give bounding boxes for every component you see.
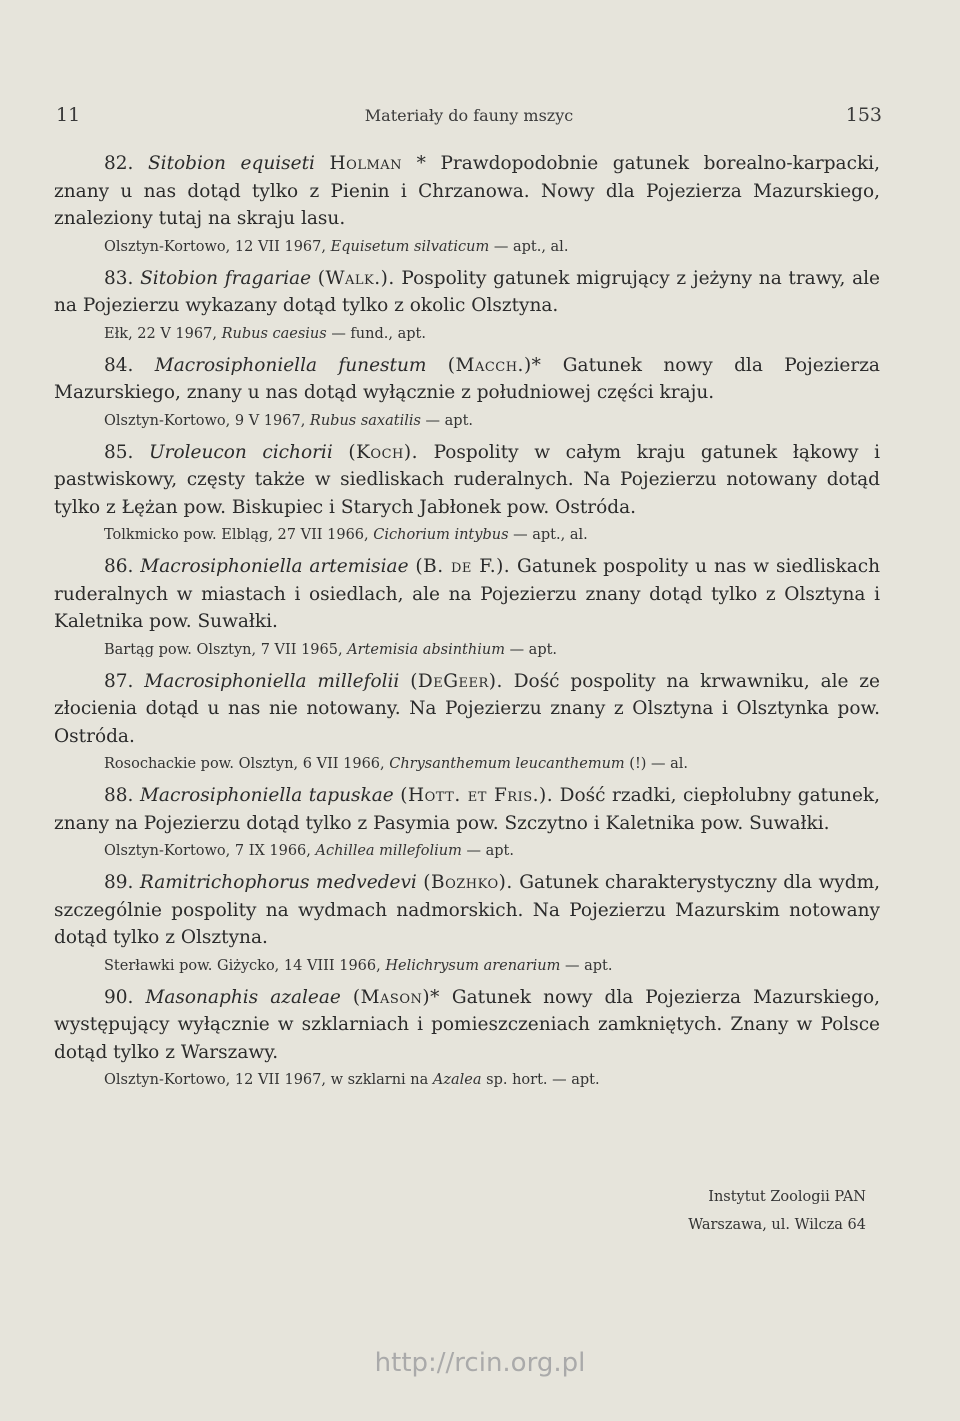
locality-place: Olsztyn-Kortowo, 7 IX 1966, (104, 843, 311, 859)
species-author: (Hott. et Fris.). (400, 785, 554, 806)
locality-place: Olsztyn-Kortowo, 12 VII 1967, w szklarni na (104, 1072, 429, 1088)
entry-number: 89. (104, 872, 134, 893)
running-title: Materiały do fauny mszyc (364, 106, 574, 125)
locality-record (104, 409, 880, 433)
species-author: (DeGeer). (410, 670, 503, 692)
page-header (56, 100, 882, 130)
species-author: (Macch.)* (447, 354, 542, 376)
species-name: Macrosiphoniella artemisiae (140, 556, 409, 577)
species-name: Sitobion fragariae (140, 267, 312, 289)
locality-material: — apt. (564, 957, 613, 974)
locality-place: Ełk, 22 V 1967, (104, 325, 217, 342)
entry-description: Gatunek nowy dla Pojezierza Mazurskiego, występujący wyłącznie w szklarniach i pomieszczeniach zamkniętych. Znany w Polsce dotąd tylko z Warszawy. (54, 986, 880, 1063)
locality-record (104, 954, 880, 978)
entry-text (54, 150, 880, 233)
locality-place: Rosochackie pow. Olsztyn, 6 VII 1966, (104, 756, 385, 772)
locality-material: — apt. (425, 412, 474, 429)
institution-signature (688, 1183, 866, 1239)
locality-record (104, 638, 880, 662)
entry-number: 90. (104, 986, 134, 1008)
species-author: Holman (329, 153, 403, 174)
species-name: Macrosiphoniella funestum (154, 354, 427, 376)
entry-text (54, 668, 880, 751)
species-list (54, 150, 880, 1098)
entry-number: 86. (104, 556, 134, 577)
species-entry (54, 782, 880, 863)
locality-material: — apt., al. (493, 238, 569, 255)
species-entry (54, 439, 880, 548)
entry-text (54, 352, 880, 407)
host-plant: Achillea millefolium (315, 843, 462, 859)
species-entry (54, 265, 880, 346)
locality-material: (!) — al. (629, 756, 689, 772)
species-entry (54, 869, 880, 978)
species-name: Ramitrichophorus medvedevi (139, 872, 417, 893)
species-author: (Koch). (348, 441, 418, 463)
entry-text (54, 984, 880, 1067)
species-name: Macrosiphoniella tapuskae (139, 785, 394, 806)
entry-number: 87. (104, 670, 134, 692)
host-plant: Rubus caesius (221, 325, 327, 342)
host-plant: Azalea (432, 1072, 482, 1088)
locality-place: Bartąg pow. Olsztyn, 7 VII 1965, (104, 641, 343, 658)
species-author: (Bozhko). (423, 872, 513, 893)
locality-place: Olsztyn-Kortowo, 9 V 1967, (104, 412, 306, 429)
locality-material: — apt. (509, 641, 558, 658)
locality-record (104, 752, 880, 776)
locality-place: Olsztyn-Kortowo, 12 VII 1967, (104, 238, 326, 255)
locality-record (104, 839, 880, 863)
locality-material: — apt. (466, 843, 514, 859)
entry-text (54, 553, 880, 636)
entry-number: 83. (104, 267, 134, 289)
entry-text (54, 782, 880, 837)
entry-text (54, 265, 880, 320)
species-entry (54, 984, 880, 1093)
entry-description: Dość pospolity na krwawniku, ale ze złocienia dotąd u nas nie notowany. Na Pojezierzu znany z Olsztyna i Olsztynka pow. Ostróda. (54, 670, 881, 747)
locality-record (104, 523, 880, 547)
locality-record (104, 1068, 880, 1092)
entry-number: 85. (104, 441, 134, 463)
species-name: Masonaphis azaleae (145, 986, 341, 1008)
locality-place: Tolkmicko pow. Elbląg, 27 VII 1966, (104, 527, 369, 543)
entry-description: Gatunek charakterystyczny dla wydm, szczególnie pospolity na wydmach nadmorskich. Na Pojezierzu Mazurskim notowany dotąd tylko z Olsztyna. (54, 872, 881, 948)
source-url[interactable]: http://rcin.org.pl (374, 1348, 586, 1378)
entry-number: 84. (104, 354, 134, 376)
species-name: Sitobion equiseti (148, 153, 315, 174)
entry-number: 88. (104, 785, 134, 806)
species-name: Macrosiphoniella millefolii (144, 670, 400, 692)
locality-material: — apt., al. (513, 527, 588, 543)
host-plant: Equisetum silvaticum (330, 238, 490, 255)
host-plant: Helichrysum arenarium (385, 957, 561, 974)
species-entry (54, 553, 880, 662)
entry-description: Gatunek nowy dla Pojezierza Mazurskiego, znany u nas dotąd wyłącznie z południowej części kraju. (54, 354, 880, 403)
locality-material: — fund., apt. (331, 325, 426, 342)
signature-address: Warszawa, ul. Wilcza 64 (688, 1217, 866, 1233)
entry-number: 82. (104, 153, 134, 174)
species-author: (B. de F.). (415, 556, 511, 577)
signature-institution: Instytut Zoologii PAN (708, 1189, 866, 1205)
entry-description: Dość rzadki, ciepłolubny gatunek, znany na Pojezierzu dotąd tylko z Pasymia pow. Szczytno i Kaletnika pow. Suwałki. (54, 785, 880, 834)
entry-description: Pospolity gatunek migrujący z jeżyny na trawy, ale na Pojezierzu wykazany dotąd tylko z okolic Olsztyna. (54, 267, 880, 316)
entry-text (54, 869, 880, 952)
host-plant: Rubus saxatilis (309, 412, 421, 429)
entry-description: Pospolity w całym kraju gatunek łąkowy i pastwiskowy, częsty także w siedliskach ruderalnych. Na Pojezierzu notowany dotąd tylko z Łężan pow. Biskupiec i Starych Jabłonek pow. Ostróda. (54, 441, 881, 518)
locality-record (104, 235, 880, 259)
species-entry (54, 352, 880, 433)
locality-record (104, 322, 880, 346)
species-entry (54, 150, 880, 259)
species-entry (54, 668, 880, 777)
entry-description: * Prawdopodobnie gatunek borealno-karpacki, znany u nas dotąd tylko z Pienin i Chrzanowa. Nowy dla Pojezierza Mazurskiego, znaleziony tutaj na skraju lasu. (54, 153, 880, 229)
host-plant: Chrysanthemum leucanthemum (389, 756, 625, 772)
locality-place: Sterławki pow. Giżycko, 14 VIII 1966, (104, 957, 381, 974)
entry-text (54, 439, 880, 522)
species-author: (Walk.). (317, 267, 395, 289)
species-author: (Mason)* (352, 986, 440, 1008)
host-plant: Cichorium intybus (373, 527, 509, 543)
issue-number: 11 (56, 104, 81, 126)
species-name: Uroleucon cichorii (149, 441, 333, 463)
page-number: 153 (845, 104, 882, 126)
host-plant: Artemisia absinthium (347, 641, 505, 658)
locality-material: sp. hort. — apt. (486, 1072, 600, 1088)
entry-description: Gatunek pospolity u nas w siedliskach ruderalnych w miastach i osiedlach, ale na Pojezierzu znany dotąd tylko z Olsztyna i Kaletnika pow. Suwałki. (54, 556, 880, 632)
